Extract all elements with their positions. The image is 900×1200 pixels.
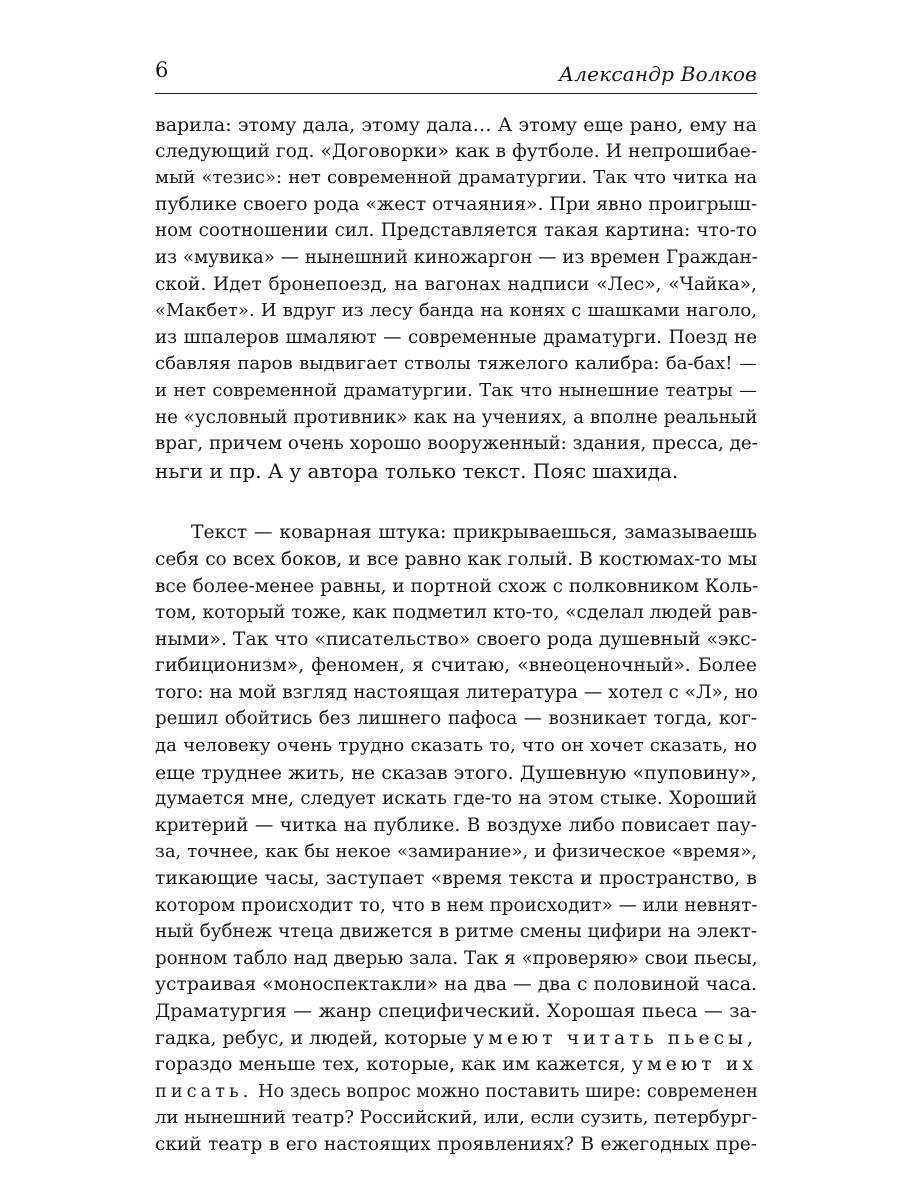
text-run: гадка, ребус, и людей, которые bbox=[155, 1027, 468, 1049]
text-line: следующий год. «Договорки» как в футболе. И непрошибае- bbox=[155, 140, 758, 162]
running-head-author: Александр Волков bbox=[558, 62, 757, 86]
text-line: ской. Идет бронепоезд, на вагонах надписи «Лес», «Чайка», bbox=[155, 273, 757, 295]
text-line: да человеку очень трудно сказать то, что он хочет сказать, но bbox=[155, 735, 757, 757]
text-line: того: на мой взгляд настоящая литература — хотел с «Л», но bbox=[155, 681, 759, 703]
text-line: ли нынешний театр? Российский, или, если сузить, петербург- bbox=[155, 1107, 758, 1129]
text-line: Драматургия — жанр специфический. Хорошая пьеса — за- bbox=[155, 1001, 757, 1022]
spaced-emphasis: умеют их bbox=[632, 1054, 757, 1076]
text-line: за, точнее, как бы некое «замирание», и физическое «время», bbox=[155, 841, 757, 863]
text-line: «Макбет». И вдруг из лесу банда на конях с шашками наголо, bbox=[155, 300, 757, 322]
text-line: все более-менее равны, и портной схож с полковником Коль- bbox=[155, 575, 759, 597]
text-line: ными». Так что «писательство» своего рода душевный «экс- bbox=[155, 628, 757, 650]
text-line: враг, причем очень хорошо вооруженный: здания, пресса, де- bbox=[155, 433, 758, 455]
page-number: 6 bbox=[155, 58, 169, 82]
text-line: ном соотношении сил. Представляется такая картина: что-то bbox=[155, 220, 757, 242]
text-line: еще труднее жить, не сказав этого. Душевную «пуповину», bbox=[155, 761, 757, 784]
text-line: публике своего рода «жест отчаяния». При явно проигрыш- bbox=[155, 193, 758, 215]
text-line bbox=[155, 1079, 757, 1106]
text-line: себя со всех боков, и все равно как голый. В костюмах-то мы bbox=[155, 548, 757, 570]
text-line: сбавляя паров выдвигает стволы тяжелого калибра: ба-бах! — bbox=[155, 353, 757, 375]
text-line: ронном табло над дверью зала. Так я «проверяю» свои пьесы, bbox=[155, 947, 758, 969]
text-line bbox=[155, 1052, 757, 1079]
text-line: решил обойтись без лишнего пафоса — возникает тогда, ког- bbox=[155, 708, 757, 730]
text-line: ный бубнеж чтеца движется в ритме смены цифири на элект- bbox=[155, 921, 757, 943]
paragraph-1 bbox=[155, 112, 757, 484]
text-line: ский театр в его настоящих проявлениях? В ежегодных пре- bbox=[155, 1133, 757, 1155]
text-run: гораздо меньше тех, которые, как им кажется, bbox=[155, 1054, 626, 1076]
text-run: Но здесь вопрос можно поставить шире: современен bbox=[257, 1081, 758, 1102]
spaced-emphasis: умеют читать пьесы, bbox=[473, 1027, 757, 1049]
text-line: устраивая «моноспектакли» на два — два с половиной часа. bbox=[155, 974, 757, 996]
header-rule bbox=[155, 93, 757, 94]
body-text bbox=[155, 112, 757, 1159]
text-line: варила: этому дала, этому дала… А этому еще рано, ему на bbox=[155, 114, 757, 136]
text-line: из «мувика» — нынешний киножаргон — из времен Граждан- bbox=[155, 246, 758, 268]
text-line bbox=[155, 1026, 757, 1053]
paragraph-gap bbox=[155, 484, 757, 520]
text-line: том, который тоже, как подметил кто-то, «сделал людей рав- bbox=[155, 602, 758, 624]
paragraph-2 bbox=[155, 520, 757, 1158]
text-line: Текст — коварная штука: прикрываешься, замазываешь bbox=[191, 522, 757, 544]
text-line: котором происходит то, что в нем происходит» — или невнят- bbox=[155, 894, 758, 916]
text-line: гибиционизм», феномен, я считаю, «внеоценочный». Более bbox=[155, 655, 757, 677]
text-line: и нет современной драматургии. Так что нынешние театры — bbox=[155, 379, 757, 401]
text-line: мый «тезис»: нет современной драматургии. Так что читка на bbox=[155, 167, 757, 189]
text-line: ньги и пр. А у автора только текст. Пояс шахида. bbox=[155, 458, 679, 483]
text-line: думается мне, следует искать где-то на этом стыке. Хороший bbox=[155, 788, 757, 810]
text-line: критерий — читка на публике. В воздухе либо повисает пау- bbox=[155, 814, 757, 836]
text-line: тикающие часы, заступает «время текста и пространство, в bbox=[155, 868, 757, 890]
spaced-emphasis: писать. bbox=[155, 1081, 253, 1102]
text-line: из шпалеров шмаляют — современные драматурги. Поезд не bbox=[155, 326, 757, 348]
text-line: не «условный противник» как на учениях, а вполне реальный bbox=[155, 406, 758, 428]
